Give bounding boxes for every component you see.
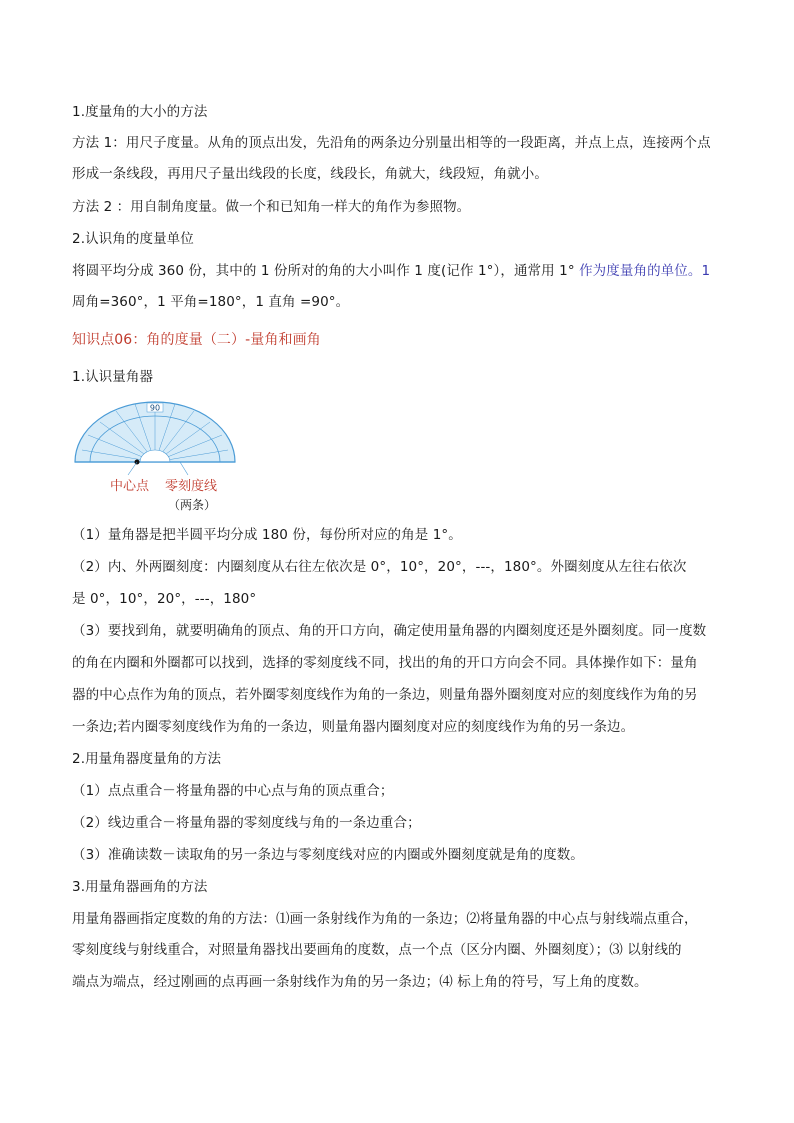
paragraph-line: （3）要找到角，就要明确角的顶点、角的开口方向，确定使用量角器的内圈刻度还是外圈刻度。同一度数 bbox=[72, 623, 707, 639]
paragraph-line: 是 0°，10°，20°，---，180° bbox=[72, 591, 257, 607]
paragraph-line bbox=[72, 261, 710, 281]
section-heading: 1.认识量角器 bbox=[72, 369, 154, 385]
knowledge-point-title: 知识点06：角的度量（二）-量角和画角 bbox=[72, 332, 321, 348]
two-lines-label: （两条） bbox=[168, 498, 217, 512]
section-heading: 2.用量角器度量角的方法 bbox=[72, 751, 222, 767]
paragraph-line: 的角在内圈和外圈都可以找到，选择的零刻度线不同，找出的角的开口方向会不同。具体操作如下：量角 bbox=[72, 655, 698, 671]
paragraph-line: 形成一条线段，再用尺子量出线段的长度，线段长，角就大，线段短，角就小。 bbox=[72, 166, 548, 182]
text-span: 将圆平均分成 360 份，其中的 1 份所对的角的大小叫作 1 度(记作 1°），通常用 1° bbox=[72, 263, 575, 279]
step-item: （1）点点重合－将量角器的中心点与角的顶点重合； bbox=[72, 783, 394, 799]
protractor-figure bbox=[70, 400, 240, 515]
tick-label: 90 bbox=[149, 403, 161, 413]
zero-line-label: 零刻度线 bbox=[165, 479, 218, 494]
section-heading: 2.认识角的度量单位 bbox=[72, 231, 194, 247]
paragraph-line: 器的中心点作为角的顶点，若外圈零刻度线作为角的一条边，则量角器外圈刻度对应的刻度线作为角的另 bbox=[72, 687, 698, 703]
step-item: （2）线边重合－将量角器的零刻度线与角的一条边重合； bbox=[72, 815, 421, 831]
paragraph-line: （2）内、外两圈刻度：内圈刻度从右往左依次是 0°，10°，20°，---，180°。外圈刻度从左往右依次 bbox=[72, 559, 687, 575]
highlight-text: 作为度量角的单位。1 bbox=[579, 263, 711, 279]
paragraph-line: 周角=360°，1 平角=180°，1 直角 =90°。 bbox=[72, 294, 350, 310]
section-heading: 3.用量角器画角的方法 bbox=[72, 879, 208, 895]
paragraph-line: 用量角器画指定度数的角的方法：⑴画一条射线作为角的一条边；⑵将量角器的中心点与射线端点重合， bbox=[72, 911, 698, 927]
paragraph-line: 零刻度线与射线重合，对照量角器找出要画角的度数，点一个点（区分内圈、外圈刻度）；⑶ 以射线的 bbox=[72, 942, 682, 958]
paragraph-line: 方法 2 ：用自制角度量。做一个和已知角一样大的角作为参照物。 bbox=[72, 199, 471, 215]
section-heading: 1.度量角的大小的方法 bbox=[72, 104, 208, 120]
paragraph-line: （1）量角器是把半圆平均分成 180 份，每份所对应的角是 1°。 bbox=[72, 527, 462, 543]
center-point-label: 中心点 bbox=[110, 479, 150, 494]
paragraph-line: 一条边;若内圈零刻度线作为角的一条边，则量角器内圈刻度对应的刻度线作为角的另一条边。 bbox=[72, 719, 635, 735]
paragraph-line: 方法 1：用尺子度量。从角的顶点出发，先沿角的两条边分别量出相等的一段距离，并点上点，连接两个点 bbox=[72, 135, 711, 151]
paragraph-line: 端点为端点，经过刚画的点再画一条射线作为角的另一条边；⑷ 标上角的符号，写上角的度数。 bbox=[72, 974, 648, 990]
step-item: （3）准确读数－读取角的另一条边与零刻度线对应的内圈或外圈刻度就是角的度数。 bbox=[72, 847, 584, 863]
